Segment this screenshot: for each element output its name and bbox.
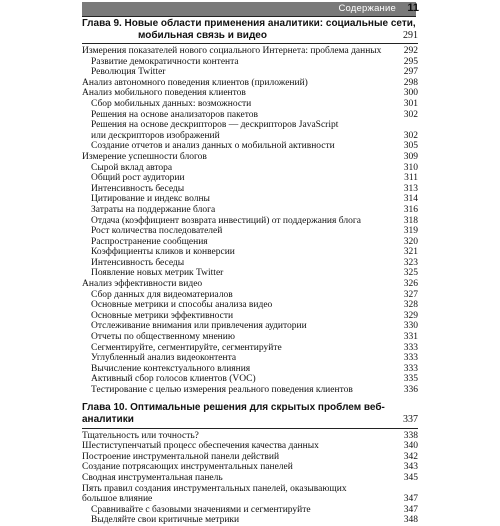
toc-entry[interactable] (82, 120, 418, 141)
toc-entry[interactable] (82, 184, 418, 195)
running-header (82, 2, 419, 17)
toc-entry-title: Сбор данных для видеоматериалов (91, 289, 233, 300)
toc-entry[interactable] (82, 99, 418, 110)
toc-entry-title: Цитирование и индекс волны (91, 194, 210, 205)
toc-entry-title: Отдача (коэффициент возврата инвестиций) от поддержания блога (91, 215, 361, 226)
toc-entry[interactable] (82, 385, 418, 396)
toc-entry-title: Сбор мобильных данных: возможности (91, 98, 252, 109)
toc-entry[interactable] (82, 364, 418, 375)
toc-entry-title: Сегментируйте, сегментируйте, сегментируйте (91, 342, 282, 353)
toc-entry-title: Измерения показателей нового социального Интернета: проблема данных (82, 46, 382, 56)
chapter-entries (82, 431, 418, 526)
toc-entry[interactable] (82, 441, 418, 452)
toc-entry-page: 345 (403, 472, 418, 483)
toc-entry[interactable] (82, 279, 418, 290)
toc-entry-page: 329 (403, 310, 418, 321)
toc-entry-title: Развитие демократичности контента (91, 56, 239, 67)
toc-entry-page: 319 (403, 226, 418, 237)
toc-entry[interactable] (82, 216, 418, 227)
toc-entry-page: 305 (403, 141, 418, 152)
toc-entry-page: 336 (403, 385, 418, 395)
toc-entry[interactable] (82, 505, 418, 516)
toc-entry-page: 309 (403, 151, 418, 162)
page-number: 11 (407, 2, 419, 14)
section-title: Содержание (338, 3, 396, 14)
chapter-heading (82, 18, 418, 42)
toc-entry-title-continued: большое влияние (82, 494, 153, 505)
chapter-page: 291 (403, 30, 418, 41)
toc-entry-page: 297 (403, 67, 418, 78)
toc-entry[interactable] (82, 268, 418, 279)
toc-entry-title: Отслеживание внимания или привлечения аудитории (91, 321, 307, 332)
toc-entry[interactable] (82, 290, 418, 301)
toc-entry[interactable] (82, 258, 418, 269)
chapter-page: 337 (403, 413, 418, 425)
toc-entry[interactable] (82, 484, 418, 505)
toc-entry-title: Выделяйте свои критичные метрики (91, 515, 240, 526)
toc-entry-title: Революция Twitter (91, 67, 166, 78)
toc-entry[interactable] (82, 343, 418, 354)
toc-entry-page: 338 (403, 430, 418, 441)
toc-entry[interactable] (82, 152, 418, 163)
toc-entry-title: Коэффициенты кликов и конверсии (91, 247, 235, 258)
toc-entry-page: 295 (403, 56, 418, 67)
toc-entry[interactable] (82, 462, 418, 473)
toc-entry[interactable] (82, 515, 418, 526)
toc-entry-title: Затраты на поддержание блога (91, 204, 216, 215)
toc-entry-title: Сырой вклад автора (91, 162, 173, 173)
toc-entry[interactable] (82, 374, 418, 385)
toc-entry[interactable] (82, 194, 418, 205)
toc-entry-page: 321 (403, 247, 418, 258)
toc-entry-title: Анализ автономного поведения клиентов (приложений) (82, 77, 308, 88)
toc-entry-title: Вычисление контекстуального влияния (91, 363, 251, 374)
toc-entry-page: 335 (403, 374, 418, 385)
chapter-title (82, 18, 418, 42)
toc-entry-page: 328 (403, 300, 418, 311)
toc-entry[interactable] (82, 332, 418, 343)
toc-entry-page: 348 (403, 515, 418, 526)
toc-entry-title: Решения на основе анализаторов пакетов (91, 109, 258, 120)
toc-entry[interactable] (82, 300, 418, 311)
toc-entry-page: 311 (404, 173, 418, 184)
chapter-rule (82, 428, 418, 429)
toc-entry-page: 316 (403, 204, 418, 215)
toc-entry-page: 347 (403, 504, 418, 515)
toc-entry-page: 313 (403, 183, 418, 194)
toc-entry-title: Общий рост аудитории (91, 173, 185, 184)
toc-entry[interactable] (82, 67, 418, 78)
toc-entry[interactable] (82, 237, 418, 248)
toc-entry-page: 330 (403, 321, 418, 332)
toc-entry[interactable] (82, 431, 418, 442)
toc-entry[interactable] (82, 205, 418, 216)
chapter-title-line1: Глава 9. Новые области применения аналитики: социальные сети, (82, 18, 416, 29)
toc-entry-page: 347 (403, 494, 418, 505)
toc-entry-title: Активный сбор голосов клиентов (VOC) (91, 374, 256, 385)
toc-entry-title: Интенсивность беседы (91, 183, 185, 194)
toc-entry[interactable] (82, 452, 418, 463)
toc-entry[interactable] (82, 57, 418, 68)
toc-entry-page: 301 (403, 98, 418, 109)
toc-entry-title: Сравнивайте с базовыми значениями и сегментируйте (91, 504, 311, 515)
toc-entry[interactable] (82, 311, 418, 322)
toc-entry[interactable] (82, 88, 418, 99)
chapter-title (82, 402, 418, 426)
toc-entry-page: 333 (403, 342, 418, 353)
toc-entry-page: 342 (403, 451, 418, 462)
toc-entry[interactable] (82, 78, 418, 89)
toc-entry-page: 302 (403, 130, 418, 141)
toc-entry[interactable] (82, 46, 418, 57)
toc-entry-title-continued: или дескрипторов изображений (91, 130, 220, 141)
toc-entry-title: Пять правил создания инструментальных панелей, оказывающих (82, 483, 347, 494)
toc-entry-page: 320 (403, 236, 418, 247)
toc-entry-title: Сводная инструментальная панель (82, 472, 223, 483)
toc-entry[interactable] (82, 321, 418, 332)
toc-entry-title: Создание отчетов и анализ данных о мобильной активности (91, 141, 335, 152)
toc-entry-title: Распространение сообщения (91, 236, 208, 247)
toc-entry-title: Анализ мобильного поведения клиентов (82, 88, 246, 99)
toc-entry-title: Отчеты по общественному мнению (91, 332, 235, 343)
toc-entry-page: 340 (403, 441, 418, 452)
toc-entry-page: 343 (403, 462, 418, 473)
toc-entry[interactable] (82, 110, 418, 121)
toc-entry-title: Построение инструментальной панели действий (82, 451, 280, 462)
toc-entry-title: Измерение успешности блогов (82, 151, 207, 162)
toc-entry-page: 292 (403, 46, 418, 56)
toc-entry-title: Интенсивность беседы (91, 257, 185, 268)
toc-entry-title: Углубленный анализ видеоконтента (91, 353, 237, 364)
toc-entry-title: Создание потрясающих инструментальных панелей (82, 462, 293, 473)
toc-entry-page: 326 (403, 279, 418, 290)
toc-entry[interactable] (82, 473, 418, 484)
chapter-heading (82, 402, 418, 426)
toc-entry-page: 298 (403, 77, 418, 88)
toc-entry[interactable] (82, 226, 418, 237)
toc-entry-page: 325 (403, 268, 418, 279)
toc-entry[interactable] (82, 247, 418, 258)
toc-entry[interactable] (82, 173, 418, 184)
toc-entry-title: Тестирование с целью измерения реального поведения клиентов (91, 385, 353, 395)
toc-entry[interactable] (82, 353, 418, 364)
chapter-title-line2: мобильная связь и видео (138, 30, 267, 41)
toc-entry-page: 318 (403, 215, 418, 226)
toc-entry-page: 300 (403, 88, 418, 99)
toc-entry[interactable] (82, 141, 418, 152)
toc-entry-page: 314 (403, 194, 418, 205)
toc-entry-title: Тщательность или точность? (82, 430, 199, 441)
toc-entry-title: Основные метрики эффективности (91, 310, 234, 321)
table-of-contents (82, 16, 418, 526)
toc-entry-page: 310 (403, 162, 418, 173)
chapter-entries (82, 46, 418, 396)
toc-entry-page: 331 (403, 332, 418, 343)
chapter-rule (82, 43, 418, 44)
toc-entry-page: 333 (403, 363, 418, 374)
toc-entry[interactable] (82, 163, 418, 174)
toc-entry-title: Основные метрики и способы анализа видео (91, 300, 273, 311)
toc-entry-title: Анализ эффективности видео (82, 279, 203, 290)
toc-entry-title: Шестиступенчатый процесс обеспечения качества данных (82, 441, 319, 452)
chapter-title-line1: Глава 10. Оптимальные решения для скрытых проблем веб-аналитики (82, 401, 385, 425)
toc-entry-title: Решения на основе дескрипторов — дескрипторов JavaScript (91, 120, 339, 131)
toc-entry-page: 327 (403, 289, 418, 300)
toc-entry-page: 323 (403, 257, 418, 268)
toc-entry-title: Рост количества последователей (91, 226, 223, 237)
toc-entry-page: 302 (403, 109, 418, 120)
toc-entry-title: Появление новых метрик Twitter (91, 268, 224, 279)
toc-entry-page: 333 (403, 353, 418, 364)
